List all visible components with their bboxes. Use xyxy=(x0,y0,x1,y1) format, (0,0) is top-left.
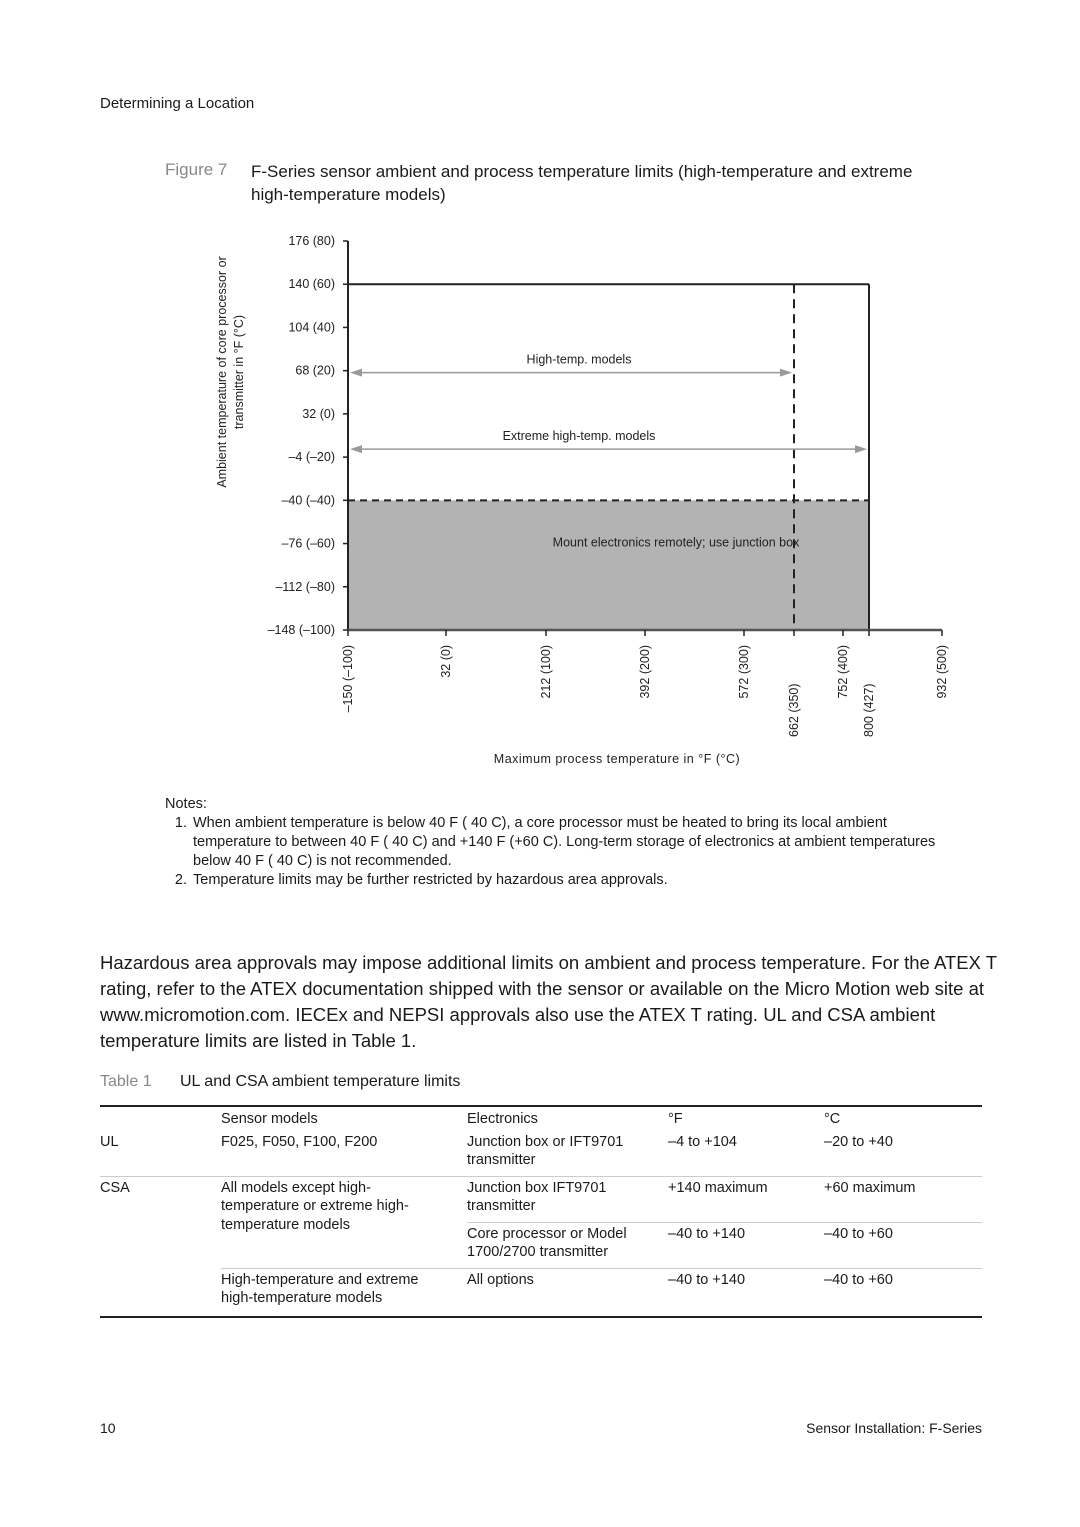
y-axis-label-line1: Ambient temperature of core processor or xyxy=(215,256,229,488)
ambient-limits-table xyxy=(100,1105,982,1318)
range-arrow-label: Extreme high-temp. models xyxy=(502,429,656,444)
table-header-row xyxy=(100,1106,982,1131)
cell-f: –4 to +104 xyxy=(668,1133,737,1150)
cell-models: F025, F050, F100, F200 xyxy=(221,1133,378,1150)
y-tick-label: 32 (0) xyxy=(302,406,335,421)
arrow-head-left xyxy=(350,445,362,453)
table-row xyxy=(100,1268,982,1317)
y-axis-label xyxy=(215,256,246,487)
cell-c: –20 to +40 xyxy=(824,1133,893,1150)
x-axis-label: Maximum process temperature in °F (°C) xyxy=(493,752,741,766)
remote-mount-region xyxy=(348,500,869,630)
cell-electronics: Junction box or IFT9701 transmitter xyxy=(467,1133,624,1168)
arrow-head-left xyxy=(350,369,362,377)
x-tick-label: 572 (300) xyxy=(737,645,751,699)
cell-models: High-temperature and extreme high-temperature models xyxy=(221,1268,467,1317)
cell-c: –40 to +60 xyxy=(824,1222,982,1268)
header-sensor-models: Sensor models xyxy=(221,1106,467,1131)
notes-title: Notes: xyxy=(165,796,207,812)
section-header: Determining a Location xyxy=(100,95,255,112)
y-tick-label: 104 (40) xyxy=(288,320,335,335)
header-electronics: Electronics xyxy=(467,1106,668,1131)
arrow-head-right xyxy=(780,369,792,377)
footer-doc-title: Sensor Installation: F-Series xyxy=(806,1420,982,1436)
x-tick-label: 752 (400) xyxy=(836,645,850,699)
notes-list xyxy=(165,814,965,890)
header-celsius: °C xyxy=(824,1106,982,1131)
x-tick-label: 392 (200) xyxy=(638,645,652,699)
body-paragraph: Hazardous area approvals may impose additional limits on ambient and process temperature. For the ATEX T rating, refer to the ATEX documentation shipped with the sensor or available on the Micro Motion web site at www.micromotion.com. IECEx and NEPSI approvals also use the ATEX T rating. UL and CSA ambient temperature limits are listed in Table 1. xyxy=(100,952,997,1051)
y-tick-label: –148 (–100) xyxy=(267,623,335,637)
temperature-limits-chart xyxy=(0,220,1080,780)
cell-electronics: Core processor or Model 1700/2700 transmitter xyxy=(467,1222,668,1268)
table-row xyxy=(100,1131,982,1177)
x-tick-label: 32 (0) xyxy=(439,645,453,678)
cell-models: All models except high-temperature or extreme high-temperature models xyxy=(221,1176,467,1268)
y-tick-label: 176 (80) xyxy=(288,234,335,248)
cell-electronics: All options xyxy=(467,1268,668,1317)
note-item: 1. When ambient temperature is below 40 F ( 40 C), a core processor must be heated to bring its local ambient temperature to between 40 F ( 40 C) and +140 F (+60 C). Long-term storage of electronics at ambient temperatures below 40 F ( 40 C) is not recommended. xyxy=(191,814,965,871)
cell-f: –40 to +140 xyxy=(668,1268,824,1317)
x-tick-label: 932 (500) xyxy=(935,645,949,699)
range-arrow-label: High-temp. models xyxy=(526,352,632,367)
cell-c: –40 to +60 xyxy=(824,1268,982,1317)
cell-f: +140 maximum xyxy=(668,1176,824,1222)
note-item: 2. Temperature limits may be further restricted by hazardous area approvals. xyxy=(191,871,965,890)
x-tick-label: 212 (100) xyxy=(539,645,553,699)
cell-electronics: Junction box IFT9701 transmitter xyxy=(467,1176,668,1222)
y-axis-label-line2: transmitter in °F (°C) xyxy=(232,314,246,430)
y-tick-label: –40 (–40) xyxy=(281,493,335,508)
table-row xyxy=(100,1176,982,1222)
cell-approval xyxy=(100,1268,221,1317)
x-tick-label: –150 (–100) xyxy=(341,645,355,713)
notes xyxy=(165,795,965,890)
remote-mount-label: Mount electronics remotely; use junction box xyxy=(552,535,800,550)
y-tick-label: –4 (–20) xyxy=(288,450,335,465)
figure-label: Figure 7 xyxy=(165,160,228,179)
y-tick-label: 68 (20) xyxy=(295,363,335,378)
figure-title: F-Series sensor ambient and process temperature limits (high-temperature and extreme high-temperature models) xyxy=(251,162,913,204)
header-approval xyxy=(100,1106,221,1131)
y-tick-label: –112 (–80) xyxy=(275,579,335,594)
y-tick-label: 140 (60) xyxy=(288,277,335,292)
cell-f: –40 to +140 xyxy=(668,1222,824,1268)
table-label: Table 1 xyxy=(100,1073,152,1090)
table-title: UL and CSA ambient temperature limits xyxy=(180,1073,461,1090)
arrow-head-right xyxy=(855,445,867,453)
x-tick-label: 662 (350) xyxy=(787,683,801,737)
cell-approval: CSA xyxy=(100,1176,221,1268)
x-tick-label: 800 (427) xyxy=(862,683,876,737)
y-tick-label: –76 (–60) xyxy=(281,536,335,551)
cell-approval: UL xyxy=(100,1133,119,1150)
cell-c: +60 maximum xyxy=(824,1176,982,1222)
header-fahrenheit: °F xyxy=(668,1106,824,1131)
page-number: 10 xyxy=(100,1420,116,1436)
